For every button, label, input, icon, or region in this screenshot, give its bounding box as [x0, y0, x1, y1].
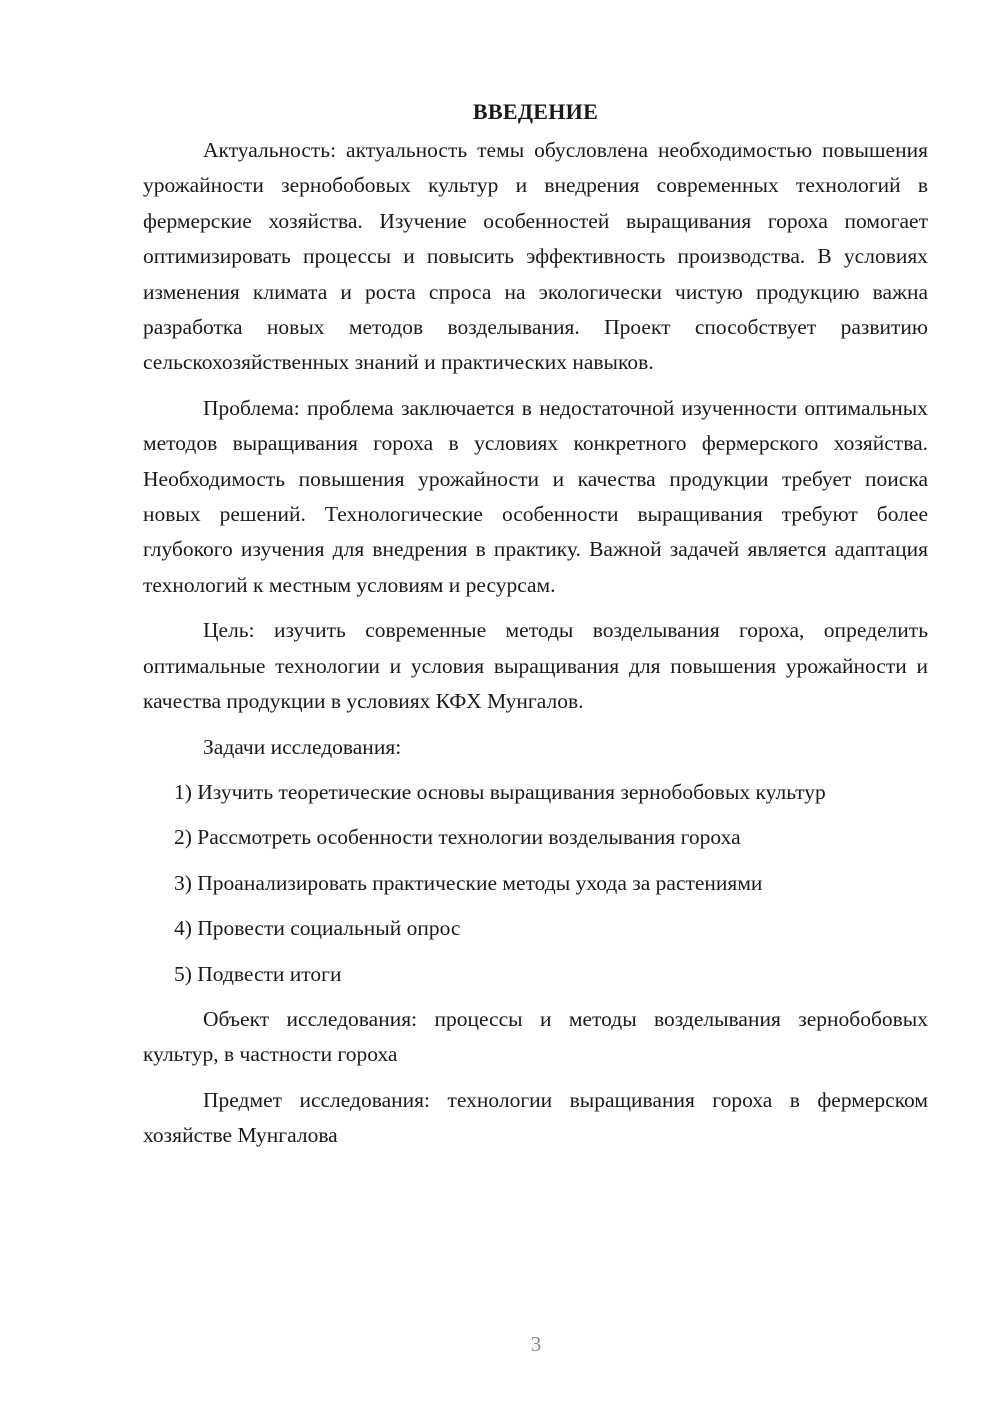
- section-title: ВВЕДЕНИЕ: [472, 99, 599, 124]
- task-item: 2) Рассмотреть особенности технологии возделывания гороха: [174, 825, 741, 850]
- goal-paragraph: Цель: изучить современные методы возделывания гороха, определить оптимальные технологии и условия выращивания для повышения урожайности и качества продукции в условиях КФХ Мунгалов.: [143, 618, 928, 714]
- object-paragraph: Объект исследования: процессы и методы возделывания зернобобовых культур, в частности гороха: [143, 1006, 928, 1067]
- page-number: 3: [530, 1332, 542, 1356]
- tasks-heading: Задачи исследования:: [203, 734, 402, 759]
- task-item: 1) Изучить теоретические основы выращивания зернобобовых культур: [174, 779, 826, 804]
- page-content: [143, 94, 928, 1164]
- problem-paragraph: Проблема: проблема заключается в недостаточной изученности оптимальных методов выращивания гороха в условиях конкретного фермерского хозяйства. Необходимость повышения урожайности и качества продукции требует поиска новых решений. Технологические особенности выращивания требуют более глубокого изучения для внедрения в практику. Важной задачей является адаптация технологий к местным условиям и ресурсам.: [143, 395, 928, 597]
- task-item: 3) Проанализировать практические методы ухода за растениями: [174, 870, 763, 895]
- task-item: 4) Провести социальный опрос: [174, 916, 461, 941]
- subject-paragraph: Предмет исследования: технологии выращивания гороха в фермерском хозяйстве Мунгалова: [143, 1087, 928, 1148]
- relevance-paragraph: Актуальность: актуальность темы обусловлена необходимостью повышения урожайности зернобобовых культур и внедрения современных технологий в фермерские хозяйства. Изучение особенностей выращивания гороха помогает оптимизировать процессы и повысить эффективность производства. В условиях изменения климата и роста спроса на экологически чистую продукцию важна разработка новых методов возделывания. Проект способствует развитию сельскохозяйственных знаний и практических навыков.: [143, 138, 928, 375]
- task-item: 5) Подвести итоги: [174, 961, 342, 986]
